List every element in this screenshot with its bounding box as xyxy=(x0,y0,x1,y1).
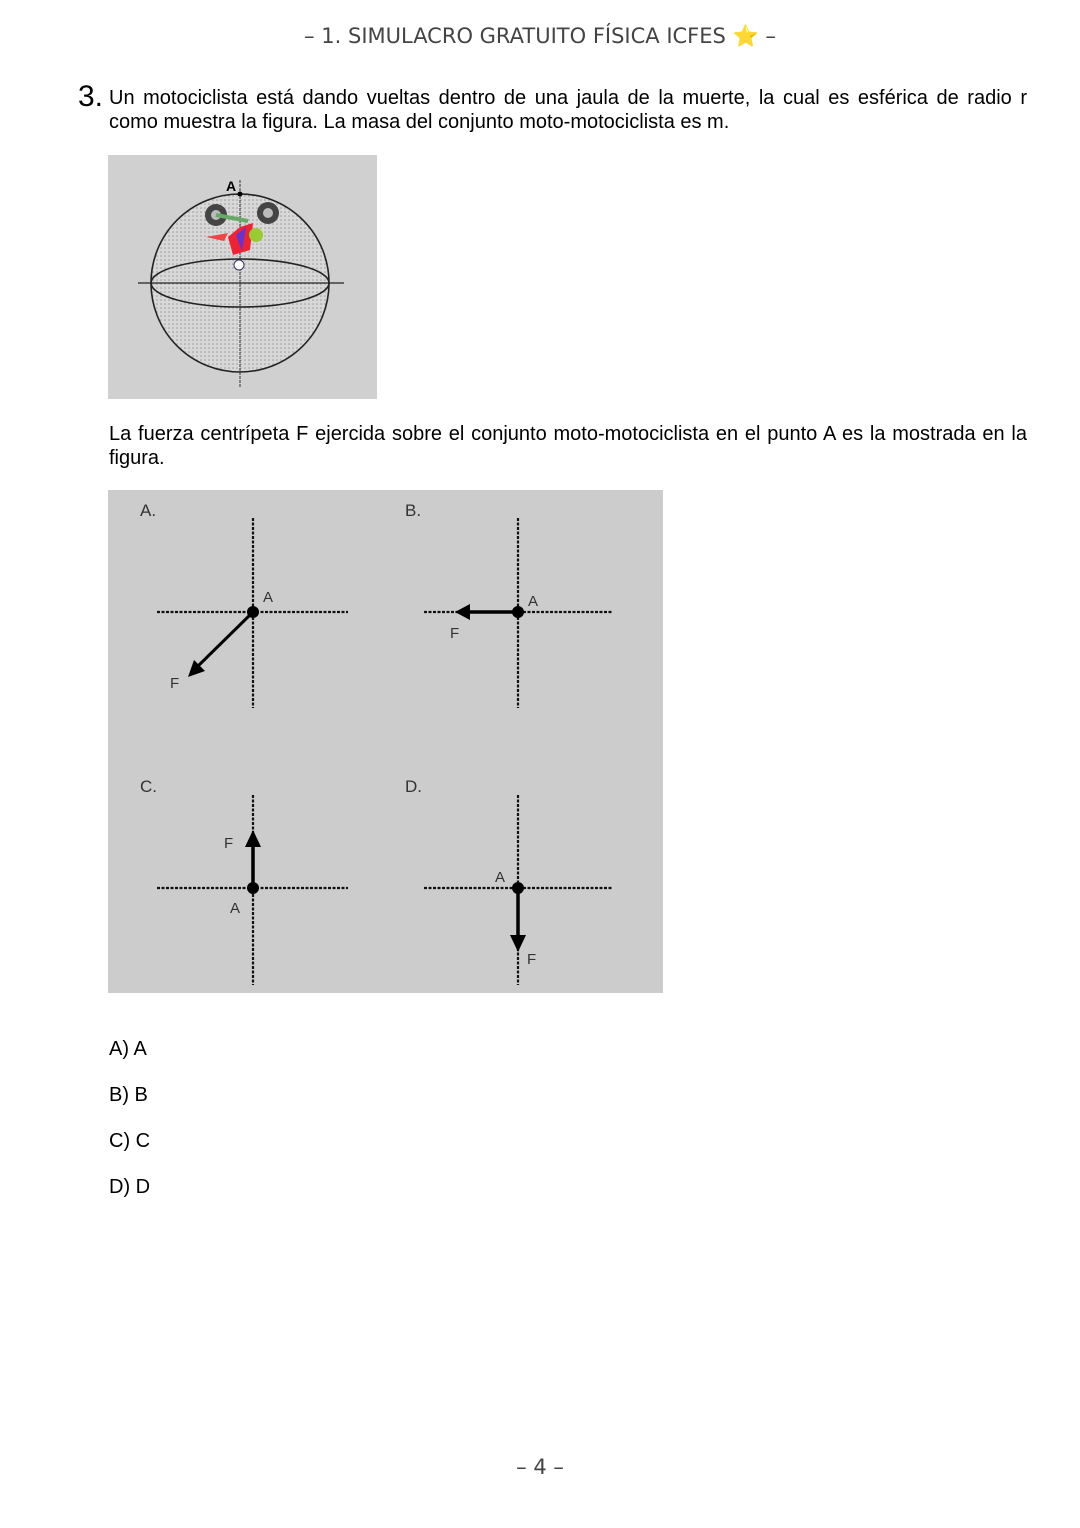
sphere-figure xyxy=(108,155,377,399)
svg-text:A: A xyxy=(528,593,539,610)
svg-text:A: A xyxy=(263,589,274,606)
svg-text:F: F xyxy=(527,951,537,968)
option-a[interactable]: A) A xyxy=(109,1038,147,1060)
svg-text:F: F xyxy=(170,675,180,692)
question-prompt: La fuerza centrípeta F ejercida sobre el conjunto moto-motociclista en el punto A es la mostrada en la figura. xyxy=(109,423,1027,469)
svg-text:A.: A. xyxy=(140,501,157,520)
answer-options xyxy=(109,1038,150,1222)
page-header xyxy=(0,24,1080,49)
page-number: – 4 – xyxy=(516,1455,564,1479)
svg-text:B.: B. xyxy=(405,501,422,520)
force-options-figure xyxy=(108,490,663,993)
option-c[interactable]: C) C xyxy=(109,1130,151,1152)
svg-text:A: A xyxy=(230,900,241,917)
option-d[interactable]: D) D xyxy=(109,1176,151,1198)
header-title: – 1. SIMULACRO GRATUITO FÍSICA ICFES xyxy=(304,24,726,48)
panel-d xyxy=(405,777,536,968)
svg-text:C.: C. xyxy=(140,777,157,796)
star-icon: ⭐ xyxy=(732,24,759,48)
svg-text:D.: D. xyxy=(405,777,422,796)
header-suffix: – xyxy=(765,24,776,48)
point-a-label: A xyxy=(226,178,237,194)
question-number: 3. xyxy=(78,80,104,113)
panel-c xyxy=(140,777,261,917)
svg-text:F: F xyxy=(224,835,234,852)
option-b[interactable]: B) B xyxy=(109,1084,148,1106)
svg-text:F: F xyxy=(450,625,460,642)
svg-text:A: A xyxy=(495,869,506,886)
panel-b xyxy=(405,501,538,642)
question-statement: Un motociclista está dando vueltas dentro de una jaula de la muerte, la cual es esférica de radio r como muestra la figura. La masa del conjunto moto-motociclista es m. xyxy=(109,87,1027,133)
